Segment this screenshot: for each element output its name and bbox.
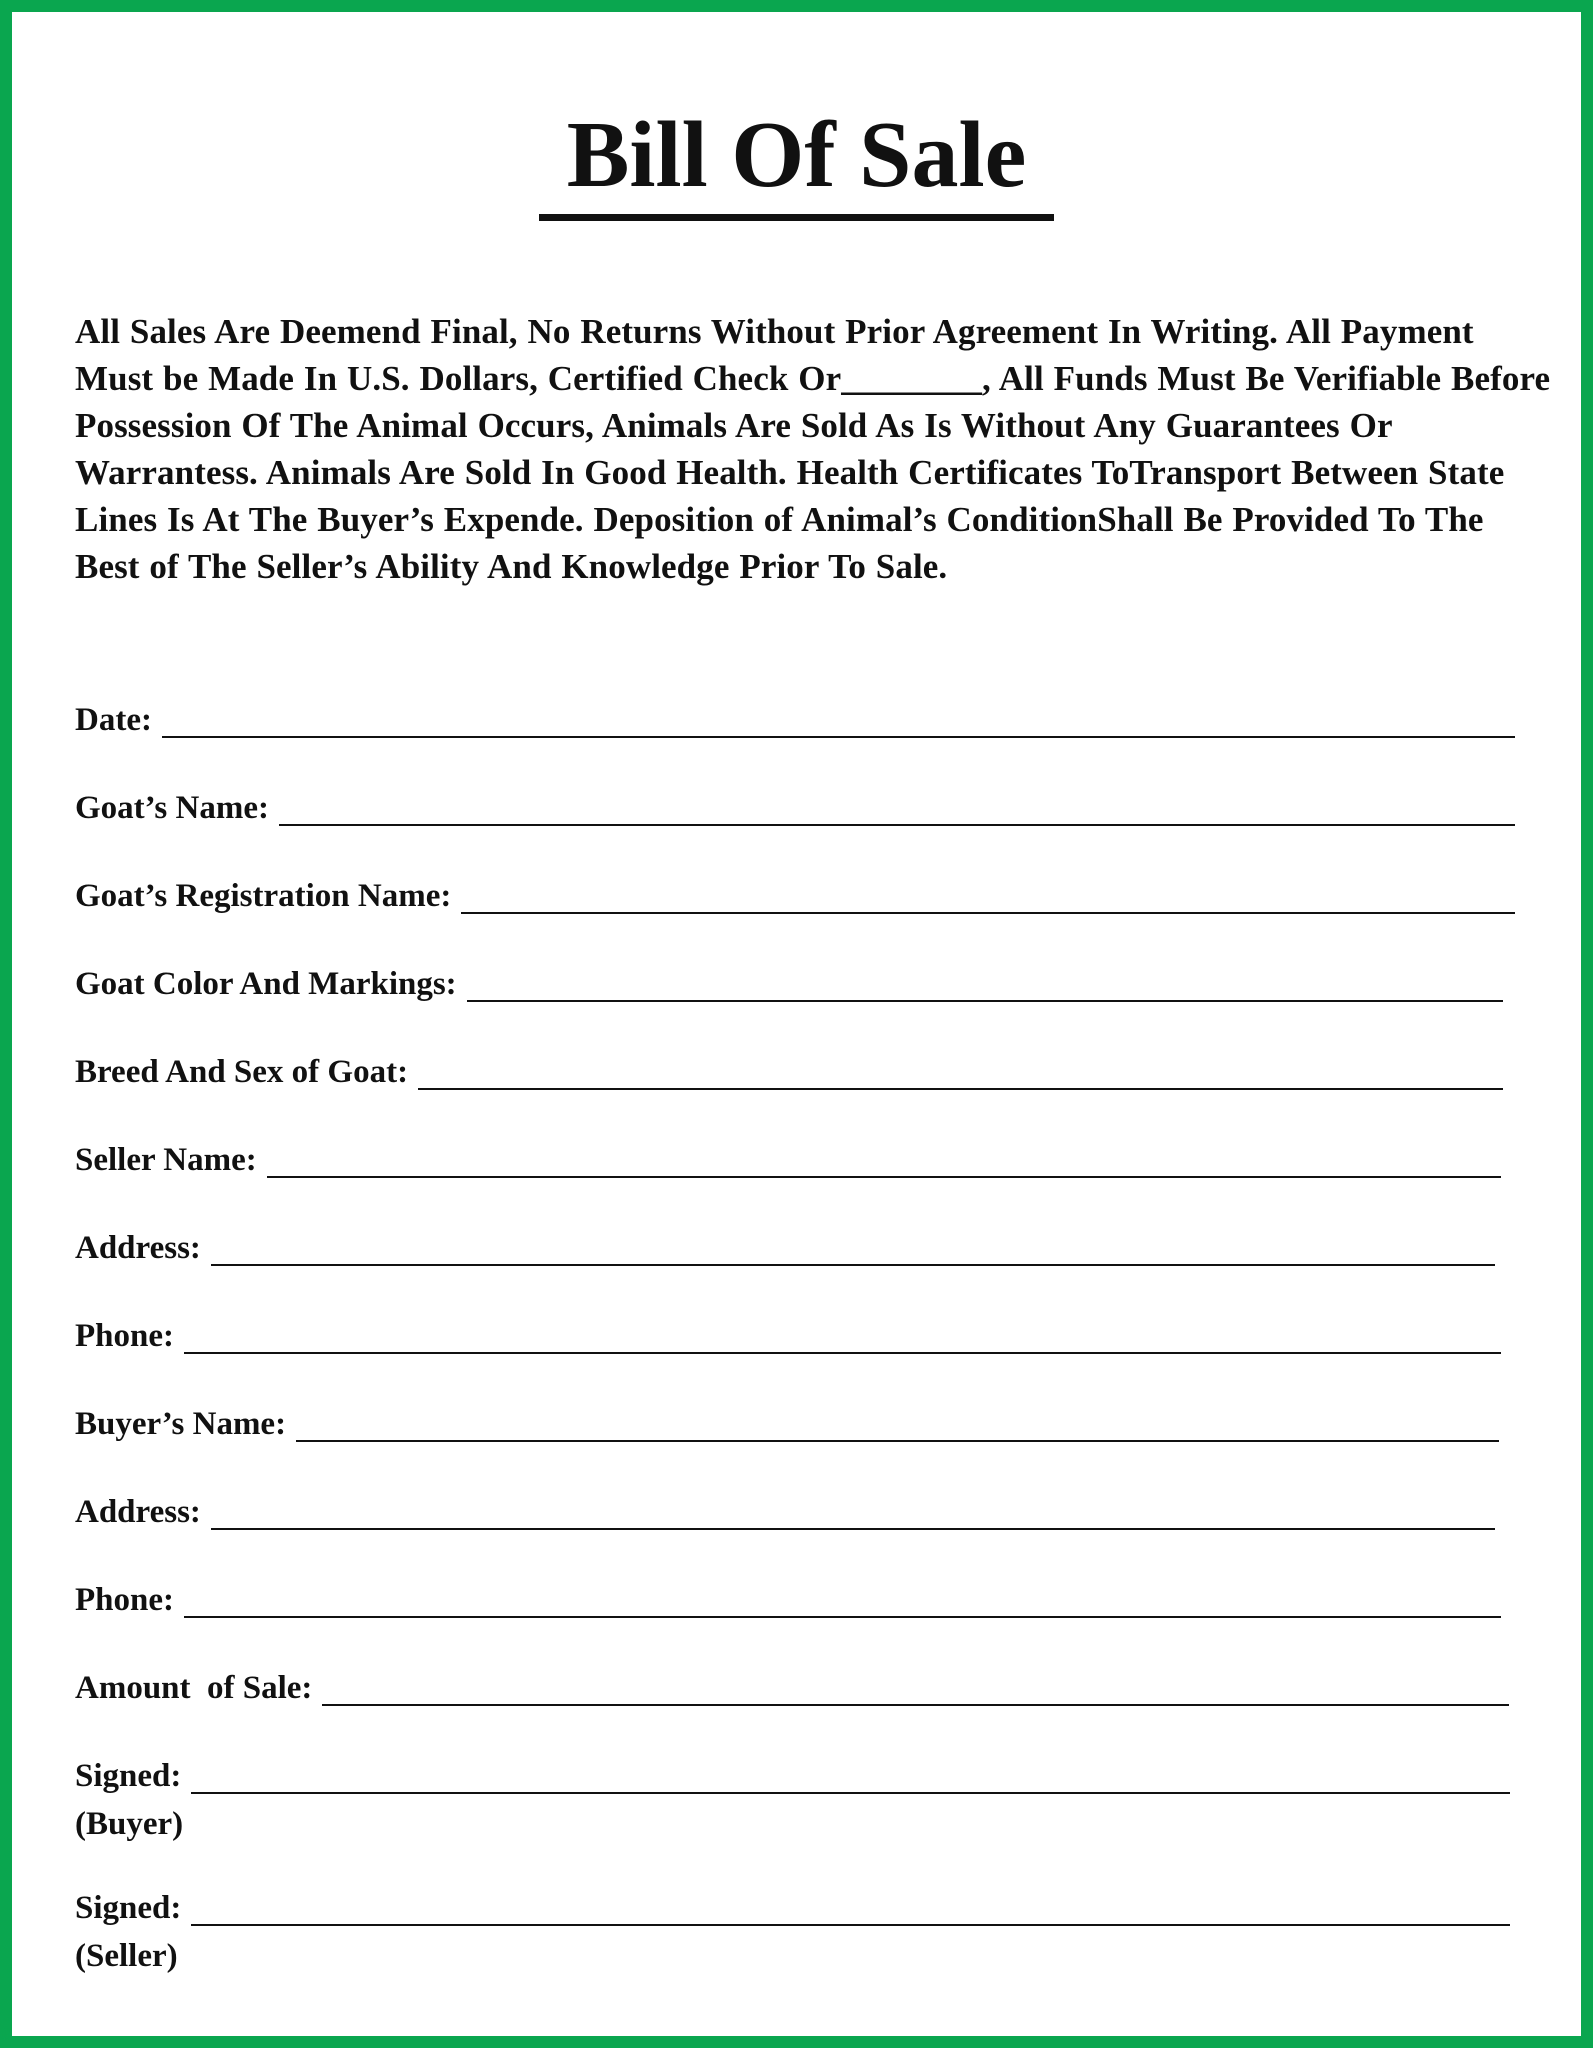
goat-registration-name-label: Goat’s Registration Name: — [75, 878, 452, 914]
title-container — [12, 103, 1581, 221]
breed-sex-field[interactable] — [75, 1054, 1515, 1142]
date-field[interactable] — [75, 702, 1515, 790]
seller-name-line[interactable] — [267, 1175, 1501, 1178]
terms-paragraph: All Sales Are Deemend Final, No Returns Without Prior Agreement In Writing. All Payment Must be Made In U.S. Dollars, Certified Check Or________, All Funds Must Be Verifiable Before Possession Of The Animal Occurs, Animals Are Sold As Is Without Any Guarantees Or Warrantess. Animals Are Sold In Good Health. Health Certificates ToTransport Between State Lines Is At The Buyer’s Expende. Deposition of Animal’s ConditionShall Be Provided To The Best of The Seller’s Ability And Knowledge Prior To Sale. — [75, 312, 1551, 586]
seller-address-line[interactable] — [211, 1263, 1495, 1266]
buyer-address-line[interactable] — [211, 1527, 1495, 1530]
goat-name-label: Goat’s Name: — [75, 790, 269, 826]
seller-phone-label: Phone: — [75, 1318, 174, 1354]
date-label: Date: — [75, 702, 152, 738]
seller-address-field[interactable] — [75, 1230, 1515, 1318]
buyer-signature-field[interactable] — [75, 1758, 1515, 1802]
form-fields — [75, 702, 1515, 2022]
buyer-signature-label: Signed: — [75, 1758, 182, 1794]
seller-address-label: Address: — [75, 1230, 201, 1266]
buyer-address-field[interactable] — [75, 1494, 1515, 1582]
amount-line[interactable] — [322, 1703, 1509, 1706]
seller-signature-block — [75, 1890, 1515, 2022]
seller-phone-line[interactable] — [184, 1351, 1501, 1354]
amount-field[interactable] — [75, 1670, 1515, 1758]
buyer-signature-block — [75, 1758, 1515, 1890]
goat-color-line[interactable] — [467, 999, 1503, 1002]
buyer-signature-role: (Buyer) — [75, 1806, 184, 1842]
seller-signature-role: (Seller) — [75, 1938, 178, 1974]
date-line[interactable] — [162, 735, 1515, 738]
goat-color-label: Goat Color And Markings: — [75, 966, 457, 1002]
buyer-name-field[interactable] — [75, 1406, 1515, 1494]
seller-phone-field[interactable] — [75, 1318, 1515, 1406]
seller-signature-field[interactable] — [75, 1890, 1515, 1934]
buyer-phone-field[interactable] — [75, 1582, 1515, 1670]
seller-signature-line[interactable] — [191, 1923, 1510, 1926]
page-title: Bill Of Sale — [539, 108, 1055, 221]
buyer-name-label: Buyer’s Name: — [75, 1406, 287, 1442]
buyer-address-label: Address: — [75, 1494, 201, 1530]
buyer-phone-line[interactable] — [184, 1615, 1501, 1618]
breed-sex-label: Breed And Sex of Goat: — [75, 1054, 409, 1090]
goat-registration-name-field[interactable] — [75, 878, 1515, 966]
seller-name-label: Seller Name: — [75, 1142, 257, 1178]
seller-name-field[interactable] — [75, 1142, 1515, 1230]
seller-signature-label: Signed: — [75, 1890, 182, 1926]
goat-name-field[interactable] — [75, 790, 1515, 878]
goat-name-line[interactable] — [279, 823, 1515, 826]
goat-color-field[interactable] — [75, 966, 1515, 1054]
breed-sex-line[interactable] — [418, 1087, 1503, 1090]
buyer-phone-label: Phone: — [75, 1582, 174, 1618]
buyer-signature-line[interactable] — [191, 1791, 1510, 1794]
amount-label: Amount of Sale: — [75, 1670, 313, 1706]
buyer-name-line[interactable] — [296, 1439, 1499, 1442]
goat-registration-name-line[interactable] — [461, 911, 1515, 914]
